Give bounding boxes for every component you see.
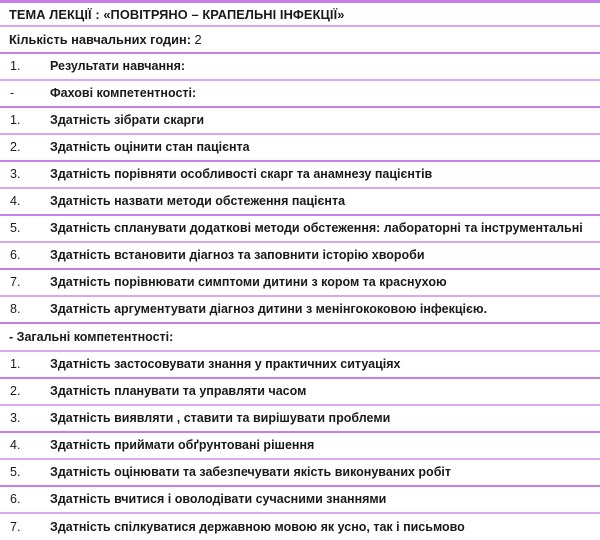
study-hours-row [0,25,600,52]
table-row [0,431,600,458]
table-row [0,160,600,187]
row-text: Здатність виявляти , ставити та вирішувати проблеми [50,411,391,426]
study-hours-label: Кількість навчальних годин: [9,32,191,47]
row-number: 1. [10,59,21,74]
row-text: Здатність встановити діагноз та заповнити історію хвороби [50,248,425,263]
row-text: Здатність приймати обґрунтовані рішення [50,438,315,453]
row-number: 6. [10,492,21,507]
row-text: Здатність зібрати скарги [50,113,205,128]
table-row [0,52,600,79]
table-row [0,458,600,485]
row-text: Здатність планувати та управляти часом [50,384,307,399]
row-text: Здатність аргументувати діагноз дитини з менінгококовою інфекцією. [50,302,488,317]
row-number: 2. [10,140,21,155]
table-row [0,133,600,160]
general-competencies-heading-row [0,322,600,350]
row-text: Результати навчання: [50,59,186,74]
row-number: 8. [10,302,21,317]
table-row [0,377,600,404]
page-title: ТЕМА ЛЕКЦІЇ : «ПОВІТРЯНО – КРАПЕЛЬНІ ІНФЕКЦІЇ» [9,6,345,22]
table-row [0,79,600,106]
study-hours-value: 2 [194,32,202,47]
general-competencies-list [0,350,600,540]
table-row [0,295,600,322]
table-row [0,350,600,377]
row-text: Здатність оцінювати та забезпечувати якість виконуваних робіт [50,465,452,480]
row-text: Здатність застосовувати знання у практичних ситуаціях [50,357,401,372]
lecture-title-row [0,0,600,25]
row-text: Здатність вчитися і оволодівати сучасними знаннями [50,492,387,507]
row-number: 5. [10,465,21,480]
general-competencies-heading: - Загальні компетентності: [9,330,174,344]
row-text: Здатність порівнювати симптоми дитини з кором та краснухою [50,275,447,290]
row-number: 3. [10,167,21,182]
row-number: 1. [10,113,21,128]
row-text: Здатність оцінити стан пацієнта [50,140,250,155]
row-number: 5. [10,221,21,236]
row-text: Фахові компетентності: [50,86,197,101]
row-text: Здатність порівняти особливості скарг та анамнезу пацієнтів [50,167,433,182]
row-number: 1. [10,357,21,372]
table-row [0,404,600,431]
table-row [0,512,600,540]
study-hours [0,32,202,47]
professional-competencies-list [0,52,600,322]
table-row [0,268,600,295]
row-number: 3. [10,411,21,426]
row-text: Здатність спілкуватися державною мовою як усно, так і письмово [50,519,465,534]
table-row [0,241,600,268]
table-row [0,214,600,241]
row-text: Здатність спланувати додаткові методи обстеження: лабораторні та інструментальні [50,221,583,236]
row-number: 7. [10,519,21,534]
row-number: 4. [10,438,21,453]
row-number: 7. [10,275,21,290]
row-text: Здатність назвати методи обстеження пацієнта [50,194,346,209]
table-row [0,187,600,214]
table-row [0,106,600,133]
row-number: - [10,86,15,101]
row-number: 4. [10,194,21,209]
table-row [0,485,600,512]
row-number: 6. [10,248,21,263]
row-number: 2. [10,384,21,399]
